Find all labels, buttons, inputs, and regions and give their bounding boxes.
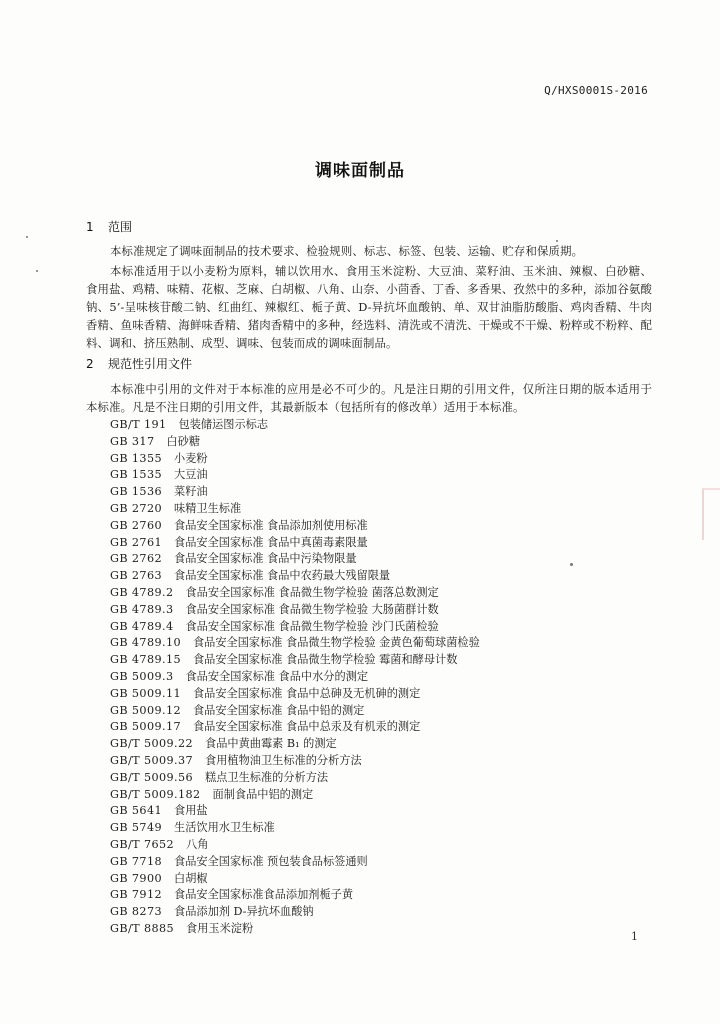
reference-title: 味精卫生标准 (174, 501, 242, 515)
reference-title: 食品安全国家标准 预包装食品标签通则 (174, 854, 368, 868)
reference-item (110, 921, 480, 938)
reference-item (110, 451, 480, 468)
reference-item (110, 669, 480, 686)
reference-item (110, 518, 480, 535)
reference-item (110, 770, 480, 787)
reference-item (110, 535, 480, 552)
scope-paragraph-2: 本标准适用于以小麦粉为原料，辅以饮用水、食用玉米淀粉、大豆油、菜籽油、玉米油、辣椒、白砂糖、食用盐、鸡精、味精、花椒、芝麻、白胡椒、八角、山奈、小茴香、丁香、多香果、孜然中的多种，添加谷氨酸钠、5’-呈味核苷酸二钠、红曲红、辣椒红、栀子黄、D-异抗坏血酸钠、单、双甘油脂肪酸脂、鸡肉香精、牛肉香精、鱼味香精、海鲜味香精、猪肉香精中的多种，经选料、清洗或不清洗、干燥或不干燥、粉粹或不粉粹、配料、调和、挤压熟制、成型、调味、包装而成的调味面制品。 (86, 264, 652, 350)
reference-title: 菜籽油 (174, 485, 208, 499)
reference-code: GB 7718 (110, 854, 162, 868)
reference-code: GB/T 7652 (110, 837, 175, 851)
reference-item (110, 904, 480, 921)
reference-title: 食品安全国家标准 食品添加剂使用标准 (174, 518, 368, 532)
section-title: 规范性引用文件 (108, 357, 193, 371)
reference-code: GB 4789.3 (110, 602, 174, 616)
reference-title: 食品安全国家标准 食品中水分的测定 (185, 669, 369, 683)
references-intro: 本标准中引用的文件对于本标准的应用是必不可少的。凡是注日期的引用文件，仅所注日期的版本适用于本标准。凡是不注日期的引用文件，其最新版本（包括所有的修改单）适用于本标准。 (86, 382, 652, 414)
reference-item (110, 837, 480, 854)
reference-title: 食用植物油卫生标准的分析方法 (205, 753, 362, 767)
standard-code: Q/HXS0001S-2016 (544, 84, 648, 97)
scan-speck (570, 563, 573, 566)
page-number: 1 (631, 930, 638, 943)
reference-title: 食品安全国家标准 食品中污染物限量 (174, 552, 357, 566)
reference-code: GB 317 (110, 434, 155, 448)
scan-speck (556, 240, 558, 242)
reference-item (110, 871, 480, 888)
reference-code: GB 5009.11 (110, 686, 181, 700)
reference-code: GB 8273 (110, 905, 162, 919)
scan-speck (26, 236, 28, 238)
reference-code: GB 2761 (110, 535, 162, 549)
reference-title: 食品添加剂 D-异抗坏血酸钠 (174, 905, 314, 919)
reference-title: 食品安全国家标准 食品微生物学检验 霉菌和酵母计数 (192, 653, 458, 667)
reference-item (110, 619, 480, 636)
reference-item (110, 635, 480, 652)
reference-list (110, 417, 480, 938)
reference-item (110, 417, 480, 434)
reference-code: GB 7912 (110, 888, 162, 902)
reference-code: GB 5009.3 (110, 669, 174, 683)
reference-item (110, 484, 480, 501)
reference-item (110, 551, 480, 568)
reference-code: GB 5009.17 (110, 720, 181, 734)
reference-code: GB 2762 (110, 552, 162, 566)
reference-title: 糕点卫生标准的分析方法 (205, 770, 329, 784)
section-number: 2 (86, 357, 94, 371)
reference-title: 食品安全国家标准 食品微生物学检验 金黄色葡萄球菌检验 (192, 636, 480, 650)
reference-item (110, 820, 480, 837)
reference-code: GB 4789.2 (110, 585, 174, 599)
reference-item (110, 787, 480, 804)
reference-title: 食用玉米淀粉 (186, 921, 254, 935)
reference-code: GB 7900 (110, 871, 162, 885)
reference-title: 食品安全国家标准 食品中农药最大残留限量 (174, 569, 391, 583)
reference-title: 食品安全国家标准 食品中真菌毒素限量 (174, 535, 368, 549)
reference-item (110, 887, 480, 904)
reference-item (110, 652, 480, 669)
reference-title: 包装储运图示标志 (178, 418, 269, 431)
reference-item (110, 501, 480, 518)
reference-code: GB 4789.10 (110, 636, 181, 650)
section-title: 范围 (108, 220, 133, 234)
reference-code: GB 2763 (110, 569, 162, 583)
reference-code: GB 4789.4 (110, 619, 174, 633)
reference-item (110, 803, 480, 820)
reference-code: GB 2720 (110, 501, 162, 515)
reference-item (110, 434, 480, 451)
reference-title: 食品安全国家标准食品添加剂栀子黄 (174, 888, 354, 902)
reference-code: GB 5641 (110, 804, 162, 818)
reference-code: GB 5009.12 (110, 703, 181, 717)
reference-item (110, 854, 480, 871)
section-heading-references (86, 355, 192, 372)
reference-item (110, 686, 480, 703)
reference-title: 面制食品中铝的测定 (212, 787, 314, 801)
reference-code: GB 5749 (110, 821, 162, 835)
edge-stamp-fragment (702, 488, 720, 540)
reference-code: GB 2760 (110, 518, 162, 532)
document-title: 调味面制品 (315, 161, 405, 181)
reference-code: GB 1535 (110, 468, 162, 482)
reference-title: 大豆油 (174, 468, 208, 482)
reference-item (110, 753, 480, 770)
reference-title: 生活饮用水卫生标准 (174, 821, 275, 835)
reference-title: 食用盐 (174, 804, 208, 818)
reference-title: 食品安全国家标准 食品微生物学检验 菌落总数测定 (185, 585, 439, 599)
reference-title: 食品安全国家标准 食品中总汞及有机汞的测定 (192, 720, 421, 734)
reference-item (110, 602, 480, 619)
reference-item (110, 736, 480, 753)
reference-title: 白胡椒 (174, 871, 208, 885)
reference-code: GB/T 5009.22 (110, 737, 194, 751)
reference-code: GB 1536 (110, 485, 162, 499)
section-number: 1 (86, 220, 94, 234)
reference-item (110, 568, 480, 585)
reference-code: GB 4789.15 (110, 653, 181, 667)
section-heading-scope (86, 218, 132, 235)
reference-code: GB 1355 (110, 451, 162, 465)
reference-code: GB/T 5009.56 (110, 770, 194, 784)
reference-code: GB/T 8885 (110, 921, 175, 935)
reference-code: GB/T 191 (110, 418, 167, 431)
reference-title: 小麦粉 (174, 451, 208, 465)
reference-title: 食品安全国家标准 食品中铅的测定 (192, 703, 365, 717)
reference-code: GB/T 5009.37 (110, 753, 194, 767)
reference-title: 食品安全国家标准 食品微生物学检验 沙门氏菌检验 (185, 619, 439, 633)
reference-item (110, 719, 480, 736)
scope-paragraph-1: 本标准规定了调味面制品的技术要求、检验规则、标志、标签、包装、运输、贮存和保质期。 (110, 244, 584, 258)
reference-title: 食品安全国家标准 食品微生物学检验 大肠菌群计数 (185, 602, 439, 616)
reference-title: 白砂糖 (166, 434, 201, 448)
reference-item (110, 585, 480, 602)
reference-title: 食品中黄曲霉素 B₁ 的测定 (205, 737, 337, 751)
reference-code: GB/T 5009.182 (110, 787, 201, 801)
reference-title: 八角 (186, 837, 209, 851)
reference-item (110, 703, 480, 720)
reference-title: 食品安全国家标准 食品中总砷及无机砷的测定 (192, 686, 421, 700)
scan-speck (36, 270, 38, 272)
reference-item (110, 467, 480, 484)
